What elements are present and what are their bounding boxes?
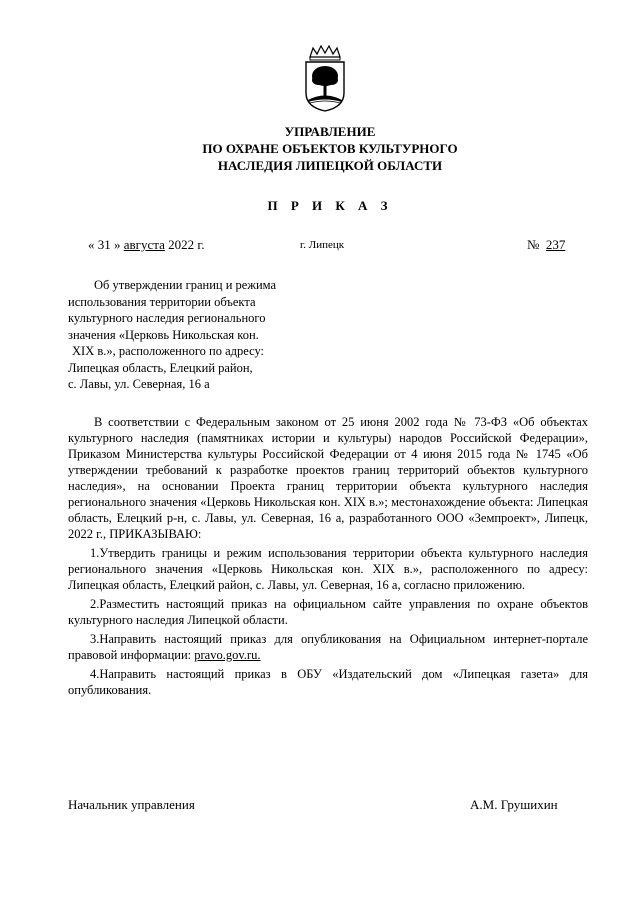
- preamble-paragraph: В соответствии с Федеральным законом от 25 июня 2002 года № 73-ФЗ «Об объектах культурного наследия (памятниках истории и культуры) народов Российской Федерации», Приказом Министерства культуры Российской Федерации от 4 июня 2015 года № 1745 «Об утверждении требований к разработке проектов границ территорий объектов культурного наследия», на основании Проекта границ территории объекта культурного наследия регионального значения «Церковь Никольская кон. XIX в.»; местонахождение объекта: Липецкая область, Елецкий р-н, с. Лавы, ул. Северная, 16 а, разработанного ООО «Земпроект», Липецк, 2022 г., ПРИКАЗЫВАЮ:: [68, 415, 588, 541]
- pravo-link[interactable]: pravo.gov.ru.: [194, 648, 261, 662]
- date-month: августа: [123, 237, 165, 252]
- signer-name: А.М. Грушихин: [470, 797, 558, 812]
- order-item-1: 1.Утвердить границы и режим использования территории объекта культурного наследия регионального значения «Церковь Никольская кон. XIX в.», расположенного по адресу: Липецкая область, Елецкий район, с. Лавы, ул. Северная, 16 а, согласно приложению.: [68, 546, 588, 592]
- subject-line: значения «Церковь Никольская кон.: [68, 327, 259, 342]
- subject-line: использования территории объекта: [68, 294, 256, 309]
- signer-position: Начальник управления: [68, 797, 195, 812]
- number-prefix: №: [527, 237, 540, 252]
- order-item-3: [68, 631, 588, 663]
- coat-of-arms-icon: [300, 45, 350, 113]
- document-number: [527, 237, 565, 253]
- organization-title: [0, 123, 640, 174]
- org-line-1: УПРАВЛЕНИЕ: [284, 124, 376, 139]
- document-type-label: П Р И К А З: [267, 198, 393, 213]
- date-year: 2022 г.: [168, 237, 205, 252]
- document-city: г. Липецк: [300, 239, 345, 251]
- subject-line: с. Лавы, ул. Северная, 16 а: [68, 377, 210, 391]
- number-value: 237: [545, 237, 566, 252]
- subject-line: культурного наследия регионального: [68, 311, 266, 325]
- date-day: « 31 »: [88, 237, 121, 252]
- document-subject: [68, 277, 328, 393]
- order-item-2: 2.Разместить настоящий приказ на официальном сайте управления по охране объектов культурного наследия Липецкой области.: [68, 597, 588, 627]
- subject-line: Липецкая область, Елецкий район,: [68, 360, 253, 375]
- org-line-3: НАСЛЕДИЯ ЛИПЕЦКОЙ ОБЛАСТИ: [217, 158, 443, 173]
- order-item-3-text: 3.Направить настоящий приказ для опубликования на Официальном интернет-портале правовой информации:: [68, 632, 588, 662]
- document-type: [0, 198, 640, 214]
- subject-line: XIX в.», расположенного по адресу:: [72, 344, 265, 358]
- subject-line: Об утверждении границ и режима: [94, 278, 277, 292]
- document-date: [88, 237, 205, 253]
- org-line-2: ПО ОХРАНЕ ОБЪЕКТОВ КУЛЬТУРНОГО: [202, 141, 458, 156]
- order-item-4: 4.Направить настоящий приказ в ОБУ «Издательский дом «Липецкая газета» для опубликования.: [68, 667, 588, 697]
- document-body: [68, 414, 588, 701]
